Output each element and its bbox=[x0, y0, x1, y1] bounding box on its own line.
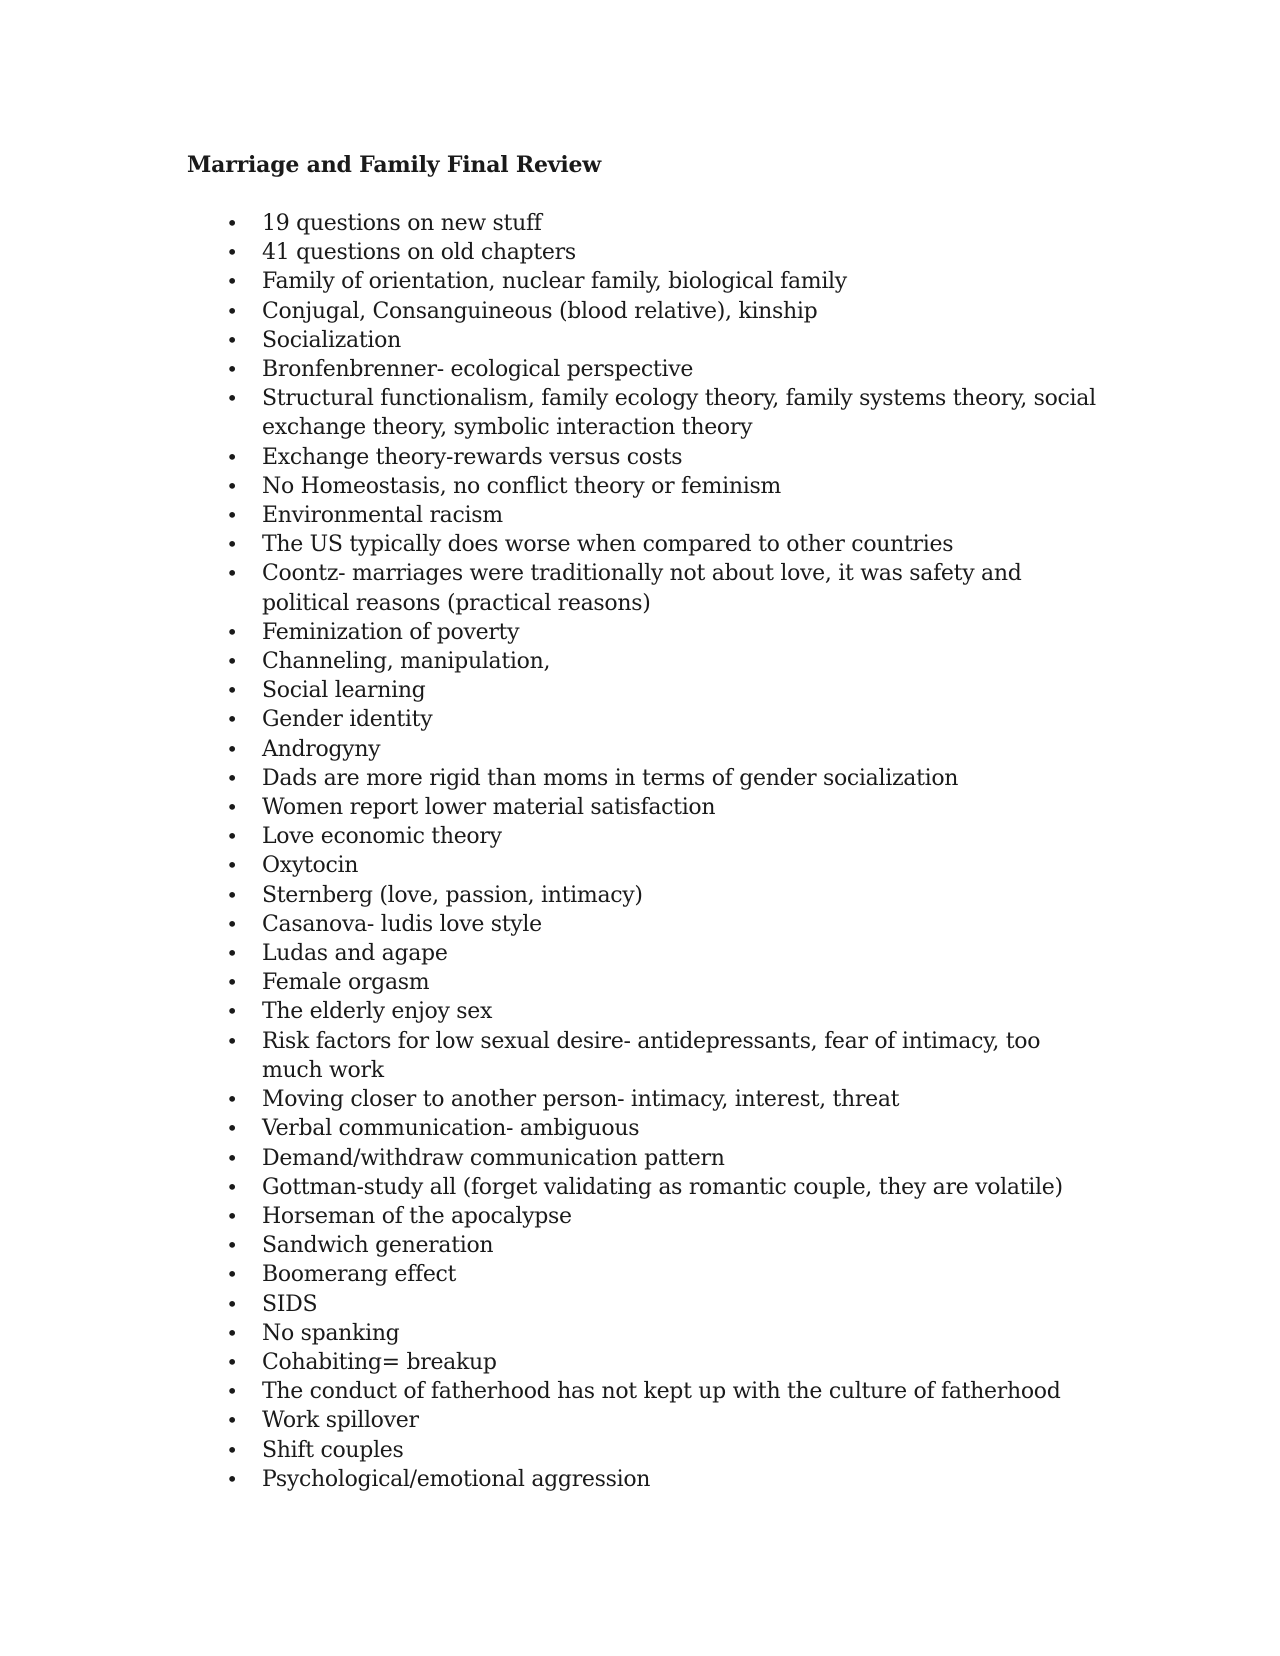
bullet-icon: • bbox=[226, 327, 238, 352]
list-item-text: Social learning bbox=[262, 678, 426, 704]
list-item bbox=[187, 1114, 1107, 1143]
list-item-text: Love economic theory bbox=[262, 824, 502, 850]
document-title: Marriage and Family Final Review bbox=[187, 152, 602, 178]
bullet-icon: • bbox=[226, 941, 238, 966]
bullet-icon: • bbox=[226, 269, 238, 294]
list-item-text: Casanova- ludis love style bbox=[262, 911, 542, 937]
list-item bbox=[187, 1436, 1107, 1465]
list-item-text: Female orgasm bbox=[262, 970, 430, 996]
list-item-text: Work spillover bbox=[262, 1408, 419, 1434]
bullet-icon: • bbox=[226, 386, 238, 411]
bullet-icon: • bbox=[226, 1028, 238, 1053]
bullet-icon: • bbox=[226, 1203, 238, 1228]
list-item-text: No Homeostasis, no conflict theory or feminism bbox=[262, 473, 781, 499]
list-item bbox=[187, 939, 1107, 968]
list-item-text: Bronfenbrenner- ecological perspective bbox=[262, 357, 694, 383]
list-item-text: SIDS bbox=[262, 1291, 318, 1317]
list-item-text: Socialization bbox=[262, 327, 401, 353]
list-item-text: Verbal communication- ambiguous bbox=[262, 1116, 640, 1142]
list-item bbox=[187, 1465, 1107, 1494]
bullet-icon: • bbox=[226, 911, 238, 936]
bullet-icon: • bbox=[226, 503, 238, 528]
list-item bbox=[187, 1231, 1107, 1260]
list-item bbox=[187, 1144, 1107, 1173]
list-item bbox=[187, 443, 1107, 472]
list-item-text: Environmental racism bbox=[262, 503, 503, 529]
list-item-text: Oxytocin bbox=[262, 853, 359, 879]
list-item bbox=[187, 326, 1107, 355]
list-item-text: Exchange theory-rewards versus costs bbox=[262, 444, 683, 470]
bullet-icon: • bbox=[226, 532, 238, 557]
bullet-icon: • bbox=[226, 1379, 238, 1404]
list-item bbox=[187, 1202, 1107, 1231]
list-item-text: Sandwich generation bbox=[262, 1233, 494, 1259]
bullet-icon: • bbox=[226, 240, 238, 265]
list-item bbox=[187, 384, 1107, 442]
bullet-icon: • bbox=[226, 1145, 238, 1170]
list-item bbox=[187, 297, 1107, 326]
list-item-text: Cohabiting= breakup bbox=[262, 1349, 497, 1375]
bullet-icon: • bbox=[226, 1087, 238, 1112]
list-item bbox=[187, 851, 1107, 880]
list-item bbox=[187, 881, 1107, 910]
list-item bbox=[187, 647, 1107, 676]
bullet-icon: • bbox=[226, 1116, 238, 1141]
bullet-icon: • bbox=[226, 1291, 238, 1316]
list-item bbox=[187, 1348, 1107, 1377]
list-item-text: Psychological/emotional aggression bbox=[262, 1466, 651, 1492]
bullet-icon: • bbox=[226, 649, 238, 674]
list-item bbox=[187, 472, 1107, 501]
list-item bbox=[187, 209, 1107, 238]
list-item-text: The conduct of fatherhood has not kept up with the culture of fatherhood bbox=[262, 1379, 1061, 1405]
bullet-icon: • bbox=[226, 211, 238, 235]
list-item-text: Shift couples bbox=[262, 1437, 404, 1463]
list-item bbox=[187, 910, 1107, 939]
list-item bbox=[187, 735, 1107, 764]
bullet-icon: • bbox=[226, 795, 238, 820]
bullet-icon: • bbox=[226, 736, 238, 761]
bullet-icon: • bbox=[226, 707, 238, 732]
bullet-icon: • bbox=[226, 444, 238, 469]
list-item bbox=[187, 676, 1107, 705]
bullet-icon: • bbox=[226, 1320, 238, 1345]
list-item bbox=[187, 1377, 1107, 1406]
list-item-text: Horseman of the apocalypse bbox=[262, 1203, 572, 1229]
list-item bbox=[187, 705, 1107, 734]
list-item-text: Gottman-study all (forget validating as romantic couple, they are volatile) bbox=[262, 1174, 1063, 1200]
list-item-text: The US typically does worse when compared to other countries bbox=[262, 532, 954, 558]
list-item-text: Channeling, manipulation, bbox=[262, 649, 551, 675]
list-item bbox=[187, 618, 1107, 647]
bullet-icon: • bbox=[226, 678, 238, 703]
list-item bbox=[187, 355, 1107, 384]
bullet-icon: • bbox=[226, 561, 238, 586]
bullet-icon: • bbox=[226, 1466, 238, 1491]
list-item bbox=[187, 822, 1107, 851]
list-item bbox=[187, 793, 1107, 822]
list-item bbox=[187, 997, 1107, 1026]
list-item-text: Androgyny bbox=[262, 736, 381, 762]
list-item-text: Ludas and agape bbox=[262, 941, 448, 967]
list-item-text: Dads are more rigid than moms in terms of gender socialization bbox=[262, 765, 959, 791]
list-item-text: Structural functionalism, family ecology theory, family systems theory, social exchange theory, symbolic interaction theory bbox=[262, 386, 1096, 441]
list-item-text: Family of orientation, nuclear family, biological family bbox=[262, 269, 847, 295]
list-item-text: 19 questions on new stuff bbox=[262, 211, 542, 236]
list-item-text: Moving closer to another person- intimacy, interest, threat bbox=[262, 1087, 900, 1113]
list-item-text: Sternberg (love, passion, intimacy) bbox=[262, 882, 643, 908]
list-item-text: Gender identity bbox=[262, 707, 433, 733]
list-item bbox=[187, 1173, 1107, 1202]
list-item bbox=[187, 267, 1107, 296]
bullet-icon: • bbox=[226, 1233, 238, 1258]
list-item bbox=[187, 1085, 1107, 1114]
list-item bbox=[187, 501, 1107, 530]
list-item bbox=[187, 1406, 1107, 1435]
bullet-icon: • bbox=[226, 765, 238, 790]
bullet-icon: • bbox=[226, 1262, 238, 1287]
bullet-icon: • bbox=[226, 882, 238, 907]
list-item-text: Coontz- marriages were traditionally not about love, it was safety and political reasons (practical reasons) bbox=[262, 561, 1022, 616]
list-item bbox=[187, 1319, 1107, 1348]
bullet-icon: • bbox=[226, 357, 238, 382]
list-item-text: Boomerang effect bbox=[262, 1262, 457, 1288]
bullet-icon: • bbox=[226, 1408, 238, 1433]
bullet-icon: • bbox=[226, 298, 238, 323]
list-item bbox=[187, 530, 1107, 559]
list-item bbox=[187, 238, 1107, 267]
bullet-icon: • bbox=[226, 970, 238, 995]
bullet-icon: • bbox=[226, 1349, 238, 1374]
bullet-icon: • bbox=[226, 473, 238, 498]
list-item bbox=[187, 559, 1107, 617]
list-item-text: Demand/withdraw communication pattern bbox=[262, 1145, 725, 1171]
review-list bbox=[187, 209, 1107, 1494]
bullet-icon: • bbox=[226, 999, 238, 1024]
list-item bbox=[187, 1260, 1107, 1289]
list-item-text: Conjugal, Consanguineous (blood relative), kinship bbox=[262, 298, 818, 324]
bullet-icon: • bbox=[226, 1437, 238, 1462]
bullet-icon: • bbox=[226, 619, 238, 644]
list-item-text: 41 questions on old chapters bbox=[262, 240, 576, 266]
list-item-text: Risk factors for low sexual desire- antidepressants, fear of intimacy, too much work bbox=[262, 1028, 1041, 1083]
list-item-text: Feminization of poverty bbox=[262, 619, 520, 645]
list-item bbox=[187, 968, 1107, 997]
bullet-icon: • bbox=[226, 853, 238, 878]
list-item-text: The elderly enjoy sex bbox=[262, 999, 493, 1025]
bullet-icon: • bbox=[226, 824, 238, 849]
list-item-text: No spanking bbox=[262, 1320, 400, 1346]
list-item bbox=[187, 764, 1107, 793]
bullet-icon: • bbox=[226, 1174, 238, 1199]
list-item-text: Women report lower material satisfaction bbox=[262, 795, 716, 821]
list-item bbox=[187, 1027, 1107, 1085]
list-item bbox=[187, 1290, 1107, 1319]
